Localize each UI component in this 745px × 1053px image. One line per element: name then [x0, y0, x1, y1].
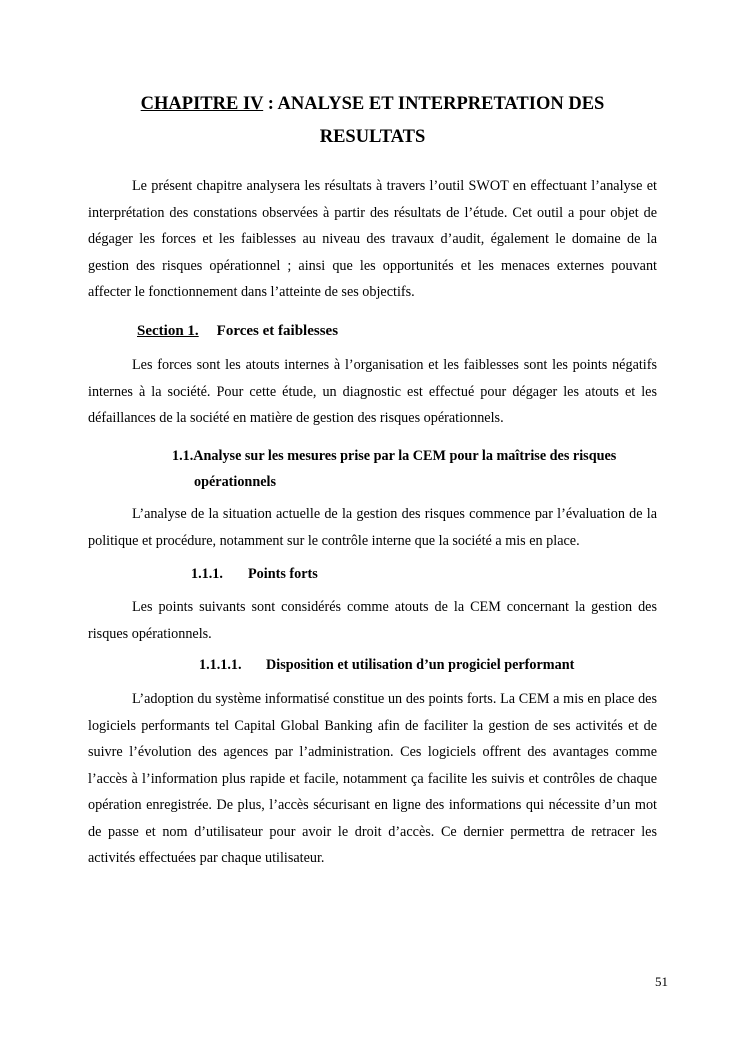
section-number: Section 1.	[137, 323, 199, 339]
disposition-heading	[199, 654, 574, 676]
section-heading	[137, 319, 338, 343]
chapter-title-line1: : ANALYSE ET INTERPRETATION DES	[263, 94, 605, 114]
section-paragraph: Les forces sont les atouts internes à l’organisation et les faiblesses sont les points négatifs internes à la société. Pour cette étude, un diagnostic est effectué pour dégager les atouts et les défaillances de la société en matière de gestion des risques opérationnels.	[88, 357, 657, 426]
points-forts-paragraph: Les points suivants sont considérés comme atouts de la CEM concernant la gestion des risques opérationnels.	[88, 599, 657, 642]
chapter-title-line2: RESULTATS	[319, 127, 426, 147]
disposition-paragraph: L’adoption du système informatisé constitue un des points forts. La CEM a mis en place des logiciels performants tel Capital Global Banking afin de faciliter la gestion de ses activités et de suivre l’évolution des agences par l’administration. Ces logiciels offrent des avantages comme l’accès à l’information plus rapide et facile, notamment ça facilite les suivis et contrôles de chaque opération enregistrée. De plus, l’accès sécurisant en ligne des informations qui nécessite d’un mot de passe et nom d’utilisateur pour avoir le droit d’accès. Ce dernier permettra de retracer les activités effectuées par chaque utilisateur.	[88, 691, 657, 866]
chapter-label: CHAPITRE IV	[140, 94, 264, 114]
subsection-heading-line1: 1.1.Analyse sur les mesures prise par la CEM pour la maîtrise des risques	[172, 448, 617, 464]
section-title: Forces et faiblesses	[216, 323, 339, 339]
points-forts-heading	[191, 563, 318, 585]
disposition-number: 1.1.1.1.	[199, 657, 242, 673]
subsection-heading	[172, 443, 657, 495]
chapter-title	[88, 88, 657, 154]
page-number: 51	[655, 974, 668, 989]
subsection-heading-line2: opérationnels	[194, 474, 276, 490]
points-forts-title: Points forts	[248, 566, 318, 582]
disposition-title: Disposition et utilisation d’un progiciel performant	[266, 657, 575, 673]
intro-paragraph: Le présent chapitre analysera les résultats à travers l’outil SWOT en effectuant l’analyse et interprétation des constations observées à partir des résultats de l’étude. Cet outil a pour objet de dégager les forces et les faiblesses au niveau des travaux d’audit, également le domaine de la gestion des risques opérationnel ; ainsi que les opportunités et les menaces externes pouvant affecter le fonctionnement dans l’atteinte de ses objectifs.	[88, 178, 657, 300]
subsection-paragraph: L’analyse de la situation actuelle de la gestion des risques commence par l’évaluation de la politique et procédure, notamment sur le contrôle interne que la société a mis en place.	[88, 506, 657, 549]
points-forts-number: 1.1.1.	[191, 566, 223, 582]
